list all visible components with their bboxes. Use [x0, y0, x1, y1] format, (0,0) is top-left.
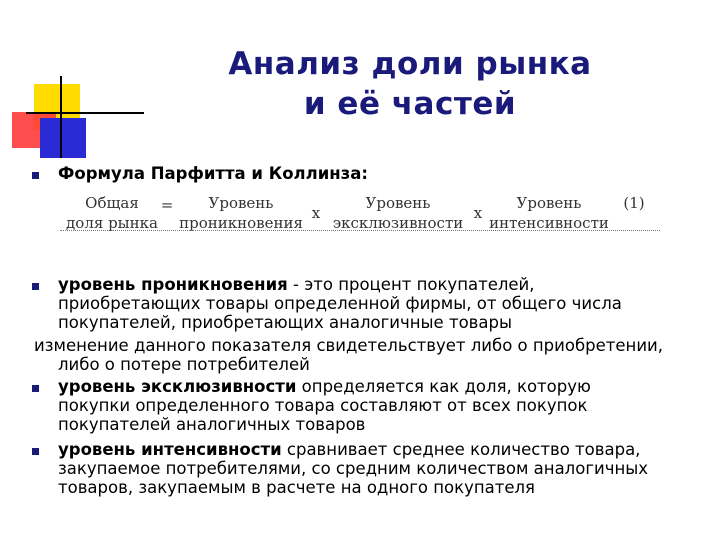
deco-vertical-line [60, 76, 62, 158]
formula-term-exclusivity-1: Уровень [365, 194, 431, 212]
formula-term-total-1: Общая [85, 194, 139, 212]
item-exclusivity-term: уровень эксклюзивности [58, 377, 297, 396]
item-intensity-line-1 [58, 440, 640, 459]
bullet-square [32, 283, 39, 290]
item-penetration-line-1 [58, 275, 535, 294]
formula-term-penetration-2: проникновения [179, 214, 303, 232]
formula-term-total-2: доля рынка [66, 214, 158, 232]
deco-horizontal-line [26, 112, 144, 114]
item-penetration-rest: - это процент покупателей, [287, 275, 535, 294]
deco-blue-square [40, 118, 86, 158]
note-line-1: изменение данного показателя свидетельствует либо о приобретении, [34, 336, 664, 355]
item-exclusivity-line-3: покупателей аналогичных товаров [58, 415, 366, 434]
formula-equals: = [160, 196, 174, 214]
formula-term-exclusivity-2: эксклюзивности [332, 214, 464, 232]
item-exclusivity-line-2: покупки определенного товара составляют от всех покупок [58, 396, 588, 415]
item-intensity-rest: сравнивает среднее количество товара, [281, 440, 641, 459]
bullet-square [32, 385, 39, 392]
formula [60, 193, 660, 243]
note-line-2: либо о потере потребителей [58, 355, 310, 374]
formula-times-1: x [311, 204, 321, 222]
item-penetration-line-3: покупателей, приобретающих аналогичные товары [58, 313, 512, 332]
bullet-square [32, 172, 39, 179]
formula-term-intensity-2: интенсивности [489, 214, 609, 232]
bullet-square [32, 448, 39, 455]
formula-term-intensity-1: Уровень [516, 194, 582, 212]
item-penetration-term: уровень проникновения [58, 275, 288, 294]
formula-heading: Формула Парфитта и Коллинза: [58, 164, 368, 183]
item-penetration-line-2: приобретающих товары определенной фирмы, от общего числа [58, 294, 622, 313]
formula-times-2: x [473, 204, 483, 222]
slide-title [150, 44, 670, 124]
title-line-2: и её частей [303, 86, 517, 122]
item-intensity-term: уровень интенсивности [58, 440, 282, 459]
item-intensity-line-3: товаров, закупаемым в расчете на одного покупателя [58, 478, 535, 497]
formula-dotted-line [60, 230, 660, 232]
formula-term-penetration-1: Уровень [208, 194, 274, 212]
item-exclusivity-rest: определяется как доля, которую [296, 377, 591, 396]
title-line-1: Анализ доли рынка [228, 46, 592, 82]
item-exclusivity-line-1 [58, 377, 591, 396]
formula-number: (1) [623, 194, 645, 212]
item-intensity-line-2: закупаемое потребителями, со средним количеством аналогичных [58, 459, 649, 478]
